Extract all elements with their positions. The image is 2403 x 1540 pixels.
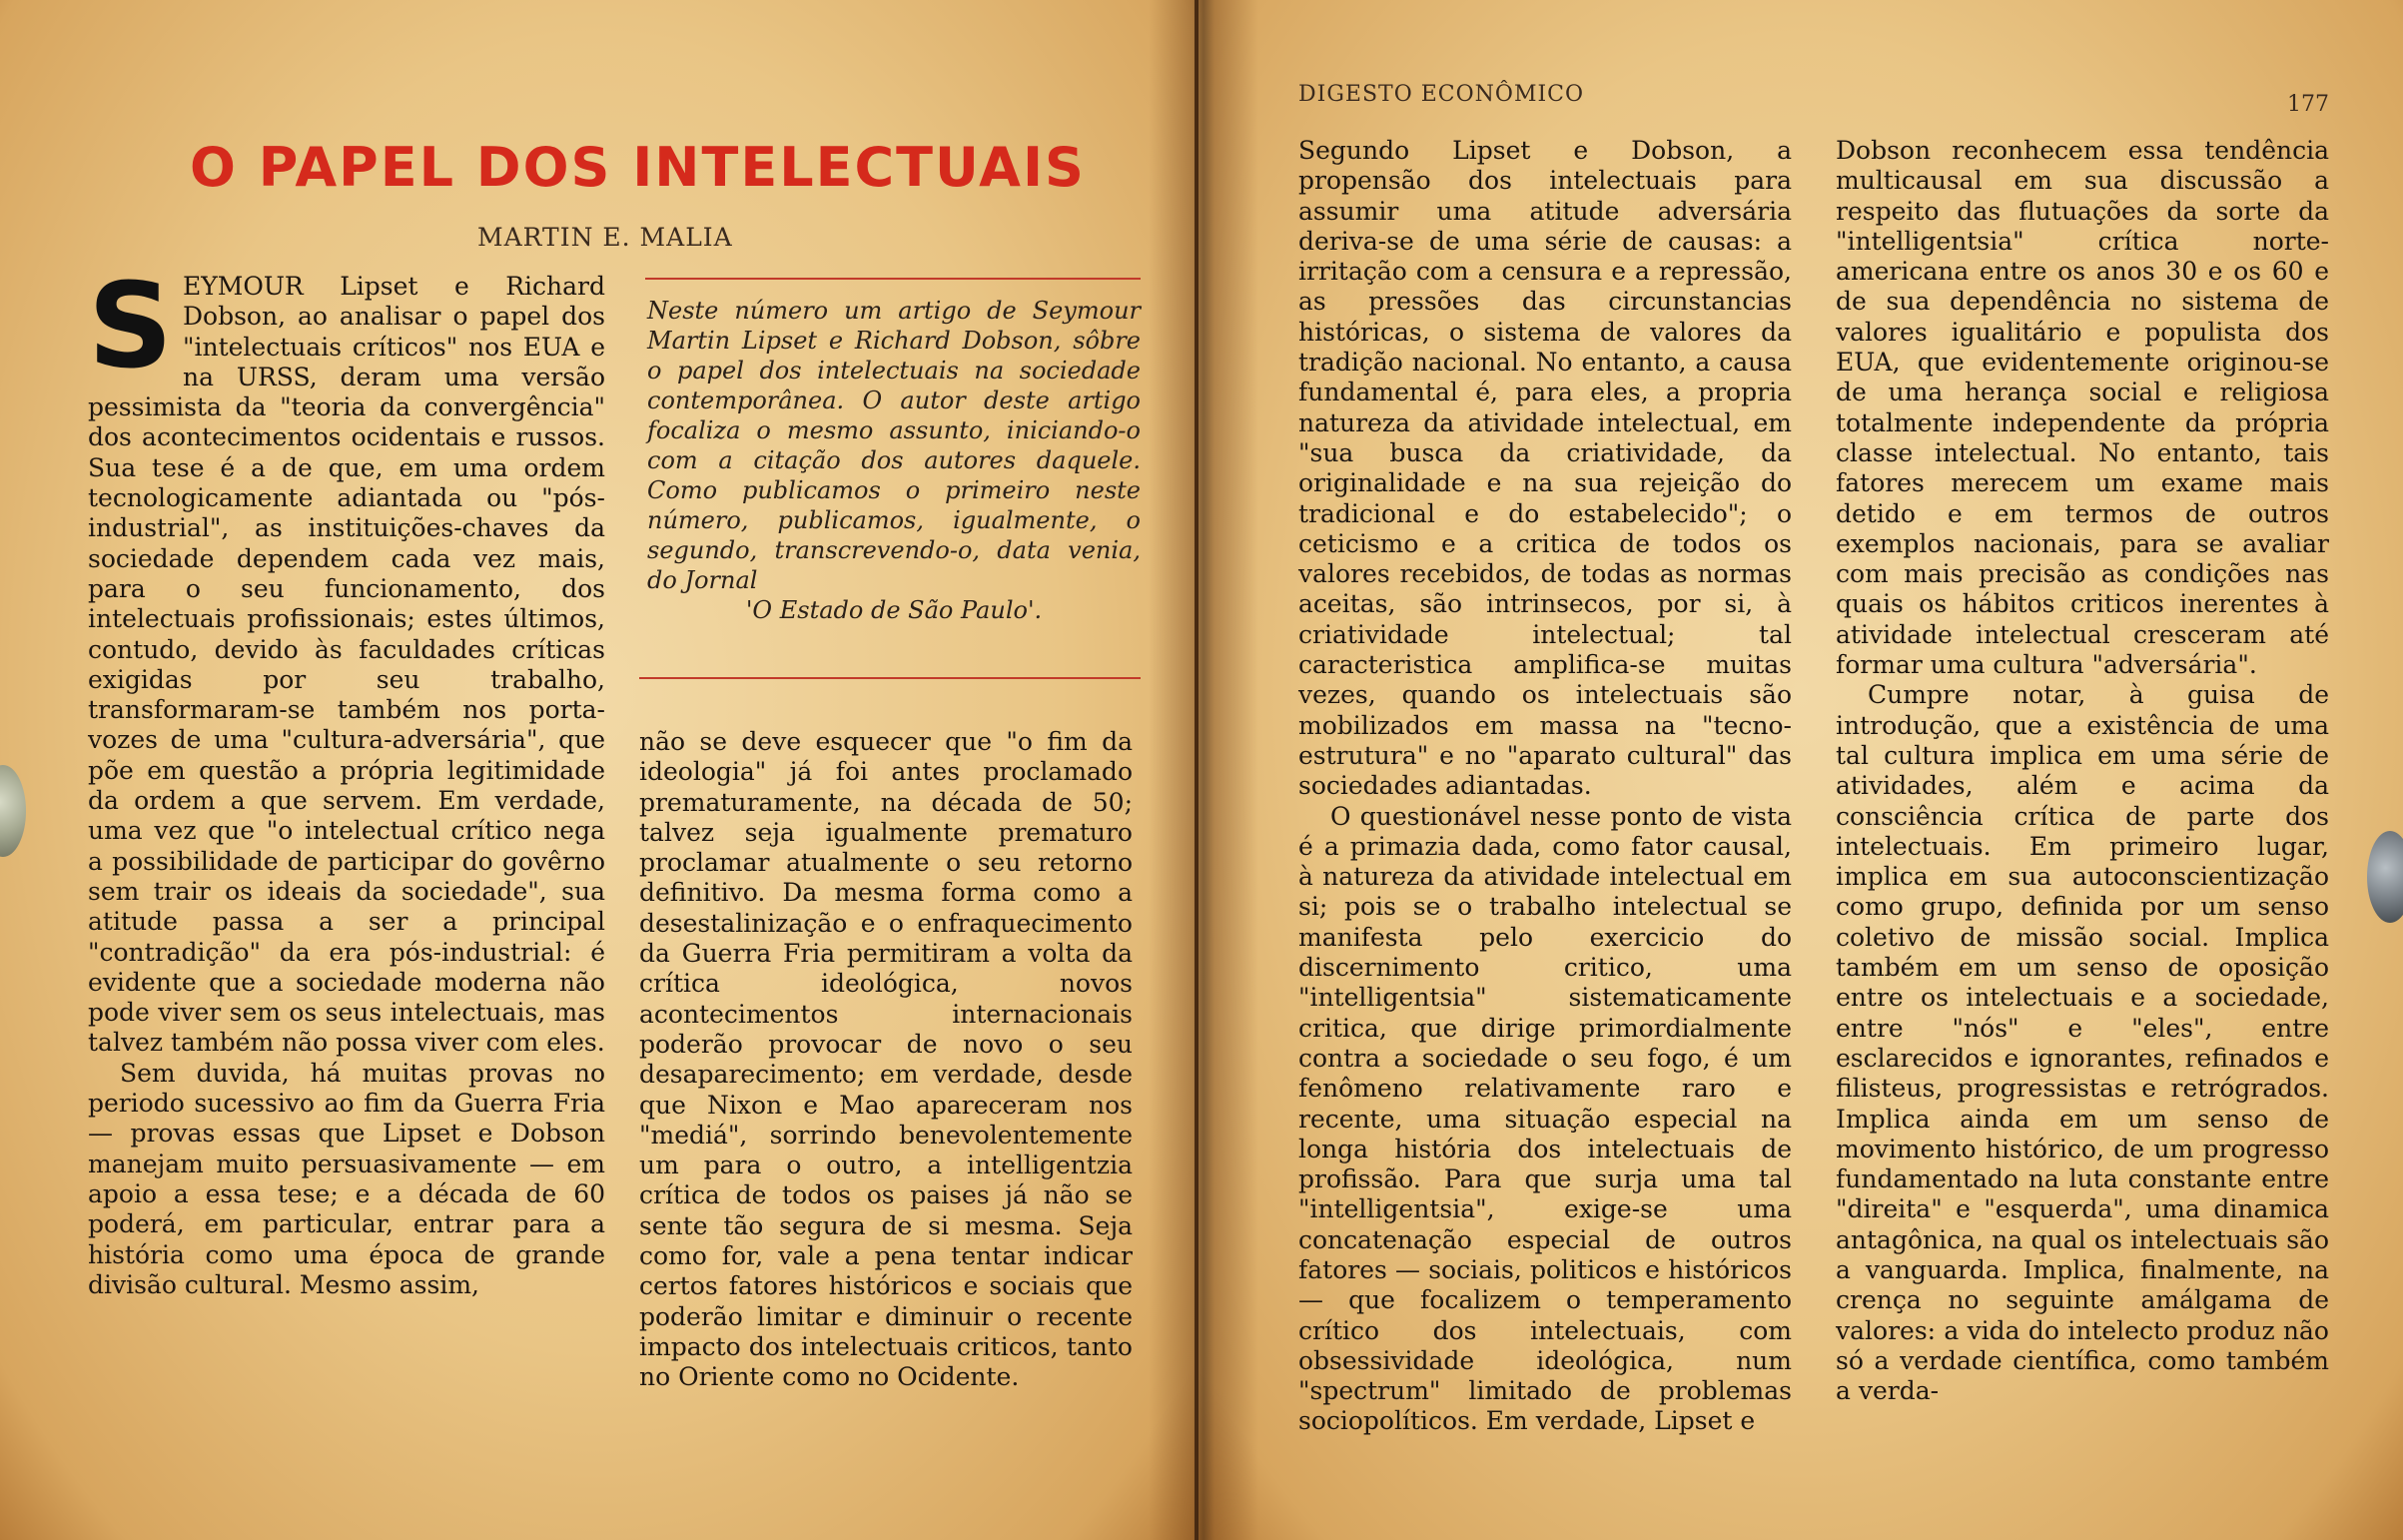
- column-3: [1298, 136, 1792, 1437]
- column-4-paragraph-2: Cumpre notar, à guisa de introdução, que a existência de uma tal cultura implica em uma série de atividades, além e acima da consciência crítica de parte dos intelectuais. Em primeiro lugar, implica em sua autoconscientização como grupo, definida por um senso coletivo de missão social. Implica também em um senso de oposição entre os intelectuais e a sociedade, entre "nós" e "eles", entre esclarecidos e ignorantes, refinados e filisteus, progressistas e retrógrados. Implica ainda em um senso de movimento histórico, de um progresso fundamentado na luta constante entre "direita" e "esquerda", uma dinamica antagônica, na qual os intelectuais são a vanguarda. Implica, finalmente, na crença no seguinte amálgama de valores: a vida do intelecto produz não só a verdade científica, como também a verda-: [1836, 680, 2329, 1406]
- article-title: O PAPEL DOS INTELECTUAIS: [190, 136, 1086, 199]
- binder-clip-right: [2367, 831, 2403, 923]
- column-1-paragraph-2: Sem duvida, há muitas provas no periodo sucessivo ao fim da Guerra Fria — provas essas que Lipset e Dobson manejam muito persuasivamente — em apoio a essa tese; e a década de 60 poderá, em particular, entrar para a história como uma época de grande divisão cultural. Mesmo assim,: [88, 1058, 605, 1299]
- column-3-paragraph-2: O questionável nesse ponto de vista é a primazia dada, como fator causal, à natureza da atividade intelectual em si; pois se o trabalho intelectual se manifesta pelo exercicio do discernimento critico, uma "intelligentsia" sistematicamente critica, que dirige primordialmente contra a sociedade o seu fogo, é um fenômeno relativamente raro e recente, uma situação especial na longa história dos intelectuais de profissão. Para que surja uma tal "intelligentsia", exige-se uma concatenação especial de outros fatores — sociais, politicos e históricos — que focalizem o temperamento crítico dos intelectuais, com obsessividade ideológica, num "spectrum" limitado de problemas sociopolíticos. Em verdade, Lipset e: [1298, 801, 1792, 1436]
- column-1: [88, 257, 605, 1300]
- intro-tail: 'O Estado de São Paulo'.: [745, 596, 1043, 624]
- intro-text: Neste número um artigo de Seymour Martin Lipset e Richard Dobson, sôbre o papel dos intelectuais na sociedade contemporânea. O autor deste artigo focaliza o mesmo assunto, iniciando-o com a citação dos autores daquele. Como publicamos o primeiro neste número, publicamos, igualmente, o segundo, transcrevendo-o, data venia, do Jornal: [647, 297, 1141, 594]
- column-4: [1836, 136, 2329, 1406]
- drop-cap: S: [88, 257, 173, 394]
- left-page: [0, 0, 1195, 1540]
- column-2: [639, 727, 1133, 1393]
- column-1-paragraph-1: [88, 257, 605, 1059]
- intro-box: [647, 296, 1141, 625]
- right-page: [1199, 0, 2403, 1540]
- intro-bottom-rule: [639, 677, 1141, 679]
- page-number: 177: [2287, 92, 2329, 117]
- binder-clip-left: [0, 765, 26, 857]
- article-author: MARTIN E. MALIA: [477, 223, 733, 252]
- column-4-paragraph-1: Dobson reconhecem essa tendência multicausal em sua discussão a respeito das flutuações da sorte da "intelligentsia" crítica norte-americana entre os anos 30 e os 60 e de sua dependência no sistema de valores igualitário e populista dos EUA, que evidentemente originou-se de uma herança social e religiosa totalmente independente da própria classe intelectual. No entanto, tais fatores merecem um exame mais detido e em termos de outros exemplos nacionais, para se avaliar com mais precisão as condições nas quais os hábitos criticos inerentes à atividade intelectual cresceram até formar uma cultura "adversária".: [1836, 136, 2329, 680]
- column-2-paragraph: não se deve esquecer que "o fim da ideologia" já foi antes proclamado prematuramente, na década de 50; talvez seja igualmente prematuro proclamar atualmente o seu retorno definitivo. Da mesma forma como a desestalinização e o enfraquecimento da Guerra Fria permitiram a volta da crítica ideológica, novos acontecimentos internacionais poderão provocar de novo o seu desaparecimento; em verdade, desde que Nixon e Mao apareceram nos "mediá", sorrindo benevolentemente um para o outro, a intelligentzia crítica de todos os paises já não se sente tão segura de si mesma. Seja como for, vale a pena tentar indicar certos fatores históricos e sociais que poderão limitar e diminuir o recente impacto dos intelectuais criticos, tanto no Oriente como no Ocidente.: [639, 727, 1133, 1392]
- intro-top-rule: [645, 278, 1141, 280]
- running-header: DIGESTO ECONÔMICO: [1298, 82, 1585, 107]
- column-3-paragraph-1: Segundo Lipset e Dobson, a propensão dos intelectuais para assumir uma atitude adversária deriva-se de uma série de causas: a irritação com a censura e a repressão, as pressões das circunstancias históricas, o sistema de valores da tradição nacional. No entanto, a causa fundamental é, para eles, a propria natureza da atividade intelectual, em "sua busca da criatividade, da originalidade e na sua rejeição do tradicional e do estabelecido"; o ceticismo e a critica de todos os valores recebidos, de todas as normas aceitas, são intrinsecos, por si, à criatividade intelectual; tal caracteristica amplifica-se muitas vezes, quando os intelectuais são mobilizados em massa na "tecno-estrutura" e no "aparato cultural" das sociedades adiantadas.: [1298, 136, 1792, 801]
- column-1-paragraph-1-text: EYMOUR Lipset e Richard Dobson, ao analisar o papel dos "intelectuais críticos" nos EUA e na URSS, deram uma versão pessimista da "teoria da convergência" dos acontecimentos ocidentais e russos. Sua tese é a de que, em uma ordem tecnologicamente adiantada ou "pós-industrial", as instituições-chaves da sociedade dependem cada vez mais, para o seu funcionamento, dos intelectuais profissionais; estes últimos, contudo, devido às faculdades críticas exigidas por seu trabalho, transformaram-se também nos porta-vozes de uma "cultura-adversária", que põe em questão a própria legitimidade da ordem a que servem. Em verdade, uma vez que "o intelectual crítico nega a possibilidade de participar do govêrno sem trair os ideais da sociedade", sua atitude passa a ser a principal "contradição" da era pós-industrial: é evidente que a sociedade moderna não pode viver sem os seus intelectuais, mas talvez também não possa viver com eles.: [88, 272, 605, 1058]
